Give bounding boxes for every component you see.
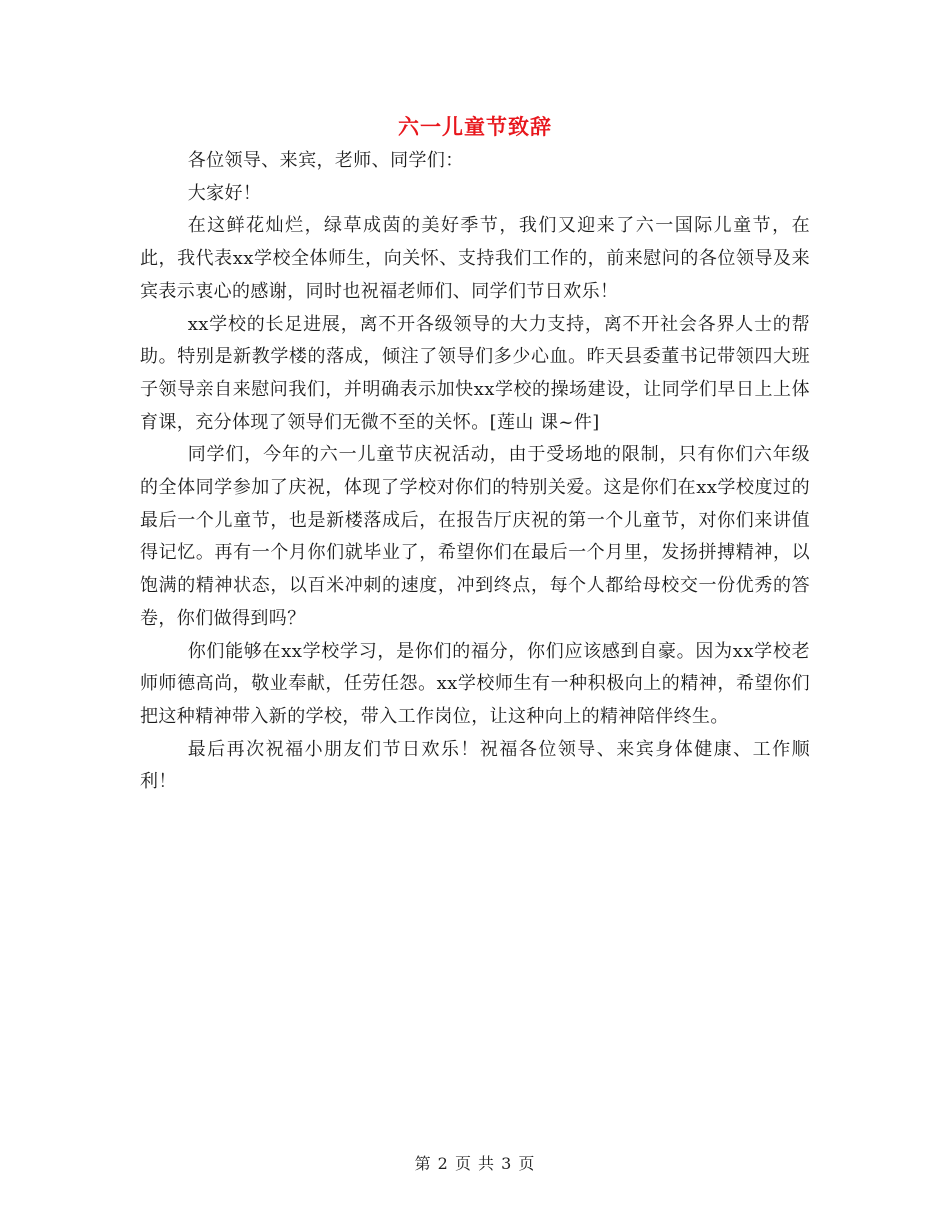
paragraph-closing: 最后再次祝福小朋友们节日欢乐！祝福各位领导、来宾身体健康、工作顺利！ [140,738,810,793]
paragraph-salutation: 各位领导、来宾，老师、同学们： [187,150,464,171]
paragraph-3: 同学们，今年的六一儿童节庆祝活动，由于受场地的限制，只有你们六年级的全体同学参加了庆祝，体现了学校对你们的特别关爱。这是你们在xx学校度过的最后一个儿童节，也是新楼落成后，在报告厅庆祝的第一个儿童节，对你们来讲值得记忆。再有一个月你们就毕业了，希望你们在最后一个月里，发扬拼搏精神，以饱满的精神状态，以百米冲刺的速度，冲到终点，每个人都给母校交一份优秀的答卷，你们做得到吗？ [140,444,810,629]
paragraph-greeting: 大家好！ [187,182,262,204]
paragraph-1: 在这鲜花灿烂，绿草成茵的美好季节，我们又迎来了六一国际儿童节，在此，我代表xx学校全体师生，向关怀、支持我们工作的，前来慰问的各位领导及来宾表示衷心的感谢，同时也祝福老师们、同学们节日欢乐！ [140,215,810,302]
paragraph-2: xx学校的长足进展，离不开各级领导的大力支持，离不开社会各界人士的帮助。特别是新教学楼的落成，倾注了领导们多少心血。昨天县委董书记带领四大班子领导亲自来慰问我们，并明确表示加快xx学校的操场建设，让同学们早日上上体育课，充分体现了领导们无微不至的关怀。[莲山 课~件] [140,313,810,433]
page-number-footer: 第 2 页 共 3 页 [414,1154,536,1173]
document-body [140,145,810,799]
document-title: 六一儿童节致辞 [398,114,552,139]
paragraph-4: 你们能够在xx学校学习，是你们的福分，你们应该感到自豪。因为xx学校老师师德高尚，敬业奉献，任劳任怨。xx学校师生有一种积极向上的精神，希望你们把这种精神带入新的学校，带入工作岗位，让这种向上的精神陪伴终生。 [140,640,810,727]
